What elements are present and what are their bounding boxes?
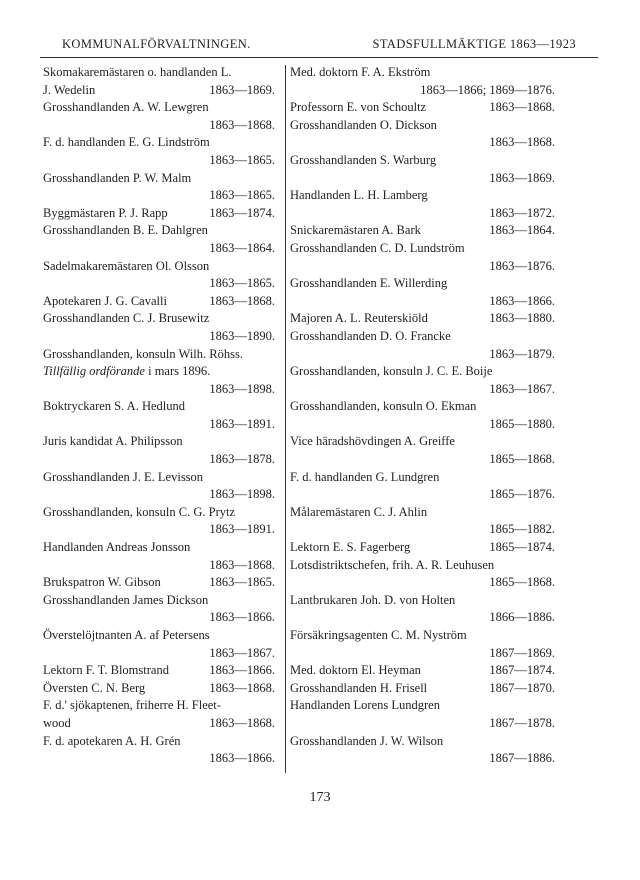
entry-line xyxy=(290,293,555,311)
entry-text: Grosshandlanden J. E. Levisson xyxy=(43,469,204,484)
entry-line xyxy=(43,433,275,451)
entry-line xyxy=(290,416,555,434)
entry-line xyxy=(43,627,275,645)
member-entry xyxy=(290,187,555,222)
member-entry xyxy=(43,346,275,399)
entry-line xyxy=(290,469,555,487)
entry-years: 1863—1864. xyxy=(209,240,275,255)
member-entry xyxy=(290,697,555,732)
entry-years: 1863—1867. xyxy=(209,645,275,660)
right-column xyxy=(290,64,555,768)
entry-line xyxy=(290,117,555,135)
entry-line xyxy=(43,346,275,364)
entry-line xyxy=(43,258,275,276)
left-column xyxy=(43,64,275,768)
entry-line xyxy=(43,557,275,575)
entry-line xyxy=(290,609,555,627)
entry-line xyxy=(290,152,555,170)
entry-years: 1863—1865. xyxy=(209,575,275,590)
entry-text: Grosshandlanden O. Dickson xyxy=(290,117,437,132)
member-entry xyxy=(43,99,275,134)
entry-text: Grosshandlanden D. O. Francke xyxy=(290,328,451,343)
entry-text: Apotekaren J. G. Cavalli xyxy=(43,293,167,308)
member-entry xyxy=(43,539,275,574)
member-entry xyxy=(43,170,275,205)
entry-years: 1865—1880. xyxy=(489,416,555,431)
entry-line xyxy=(290,187,555,205)
entry-text: Byggmästaren P. J. Rapp xyxy=(43,205,168,220)
entry-text: Professorn E. von Schoultz xyxy=(290,100,427,115)
entry-years: 1863—1868. xyxy=(209,715,275,730)
member-entry xyxy=(43,627,275,662)
entry-text: Grosshandlanden P. W. Malm xyxy=(43,170,192,185)
entry-years: 1863—1868. xyxy=(209,293,275,308)
member-entry xyxy=(43,258,275,293)
entry-line xyxy=(43,521,275,539)
entry-line xyxy=(290,205,555,223)
header-left: KOMMUNALFÖRVALTNINGEN. xyxy=(62,37,251,51)
entry-text: Handlanden Andreas Jonsson xyxy=(43,540,191,555)
entry-line xyxy=(43,170,275,188)
member-entry xyxy=(290,152,555,187)
member-entry xyxy=(43,504,275,539)
entry-line xyxy=(290,680,555,698)
entry-text: Brukspatron W. Gibson xyxy=(43,575,161,590)
entry-line xyxy=(43,680,275,698)
entry-years: 1863—1866. xyxy=(209,751,275,766)
entry-years: 1867—1878. xyxy=(489,715,555,730)
entry-text: Grosshandlanden E. Willerding xyxy=(290,276,448,291)
entry-line xyxy=(290,99,555,117)
entry-text: Med. doktorn El. Heyman xyxy=(290,663,421,678)
entry-years: 1863—1878. xyxy=(209,452,275,467)
entry-years: 1863—1891. xyxy=(209,416,275,431)
entry-line xyxy=(43,134,275,152)
member-entry xyxy=(290,733,555,768)
entry-line xyxy=(43,117,275,135)
entry-years: 1865—1874. xyxy=(489,540,555,555)
entry-line xyxy=(290,134,555,152)
entry-line xyxy=(43,275,275,293)
entry-line xyxy=(43,645,275,663)
entry-line xyxy=(290,222,555,240)
entry-text: F. d. handlanden E. G. Lindström xyxy=(43,135,210,150)
entry-text: Grosshandlanden James Dickson xyxy=(43,592,209,607)
entry-line xyxy=(290,451,555,469)
entry-line xyxy=(290,592,555,610)
entry-text: Majoren A. L. Reuterskiöld xyxy=(290,311,428,326)
entry-line xyxy=(43,293,275,311)
member-entry xyxy=(43,134,275,169)
entry-text: Grosshandlanden A. W. Lewgren xyxy=(43,100,209,115)
entry-years: 1863—1891. xyxy=(209,522,275,537)
entry-years: 1863—1898. xyxy=(209,381,275,396)
entry-line xyxy=(43,504,275,522)
entry-line xyxy=(290,627,555,645)
entry-line xyxy=(290,557,555,575)
entry-years: 1867—1869. xyxy=(489,645,555,660)
entry-line xyxy=(290,64,555,82)
entry-text: J. Wedelin xyxy=(43,82,96,97)
entry-years: 1867—1886. xyxy=(489,751,555,766)
member-entry xyxy=(290,592,555,627)
entry-years: 1865—1882. xyxy=(489,522,555,537)
entry-line xyxy=(43,222,275,240)
entry-line xyxy=(290,521,555,539)
entry-text: Grosshandlanden, konsuln Wilh. Röhss. xyxy=(43,346,243,361)
member-entry xyxy=(43,293,275,311)
entry-line xyxy=(290,258,555,276)
entry-text: Snickaremästaren A. Bark xyxy=(290,223,421,238)
member-entry xyxy=(290,504,555,539)
entry-line xyxy=(290,398,555,416)
entry-line xyxy=(43,662,275,680)
member-entry xyxy=(290,539,555,557)
member-entry xyxy=(43,697,275,732)
entry-line xyxy=(43,381,275,399)
entry-line xyxy=(290,170,555,188)
entry-line xyxy=(43,451,275,469)
member-entry xyxy=(43,592,275,627)
entry-years: 1867—1870. xyxy=(489,680,555,695)
entry-text-italic: Tillfällig ordförande xyxy=(43,364,145,379)
entry-text: Med. doktorn F. A. Ekström xyxy=(290,65,431,79)
member-entry xyxy=(290,310,555,328)
entry-text: Handlanden Lorens Lundgren xyxy=(290,698,440,713)
member-entry xyxy=(43,662,275,680)
entry-line xyxy=(43,363,275,381)
entry-line xyxy=(290,750,555,768)
entry-years: 1865—1868. xyxy=(489,575,555,590)
entry-line xyxy=(43,205,275,223)
entry-line xyxy=(43,609,275,627)
member-entry xyxy=(290,99,555,117)
entry-text: Grosshandlanden H. Frisell xyxy=(290,680,428,695)
member-entry xyxy=(290,433,555,468)
entry-text-rest: i mars 1896. xyxy=(144,364,211,379)
entry-text: Sadelmakaremästaren Ol. Olsson xyxy=(43,258,210,273)
entry-years: 1863—1876. xyxy=(489,258,555,273)
entry-text: Grosshandlanden C. D. Lundström xyxy=(290,240,465,255)
entry-years: 1863—1868. xyxy=(489,135,555,150)
entry-text: Juris kandidat A. Philipsson xyxy=(43,434,183,449)
entry-line xyxy=(43,486,275,504)
entry-years: 1863—1869. xyxy=(209,82,275,97)
member-entry xyxy=(290,328,555,363)
entry-line xyxy=(290,275,555,293)
entry-text: Handlanden L. H. Lamberg xyxy=(290,188,428,203)
member-entry xyxy=(290,557,555,592)
entry-line xyxy=(290,715,555,733)
member-entry xyxy=(290,680,555,698)
entry-line xyxy=(43,697,275,715)
entry-line xyxy=(43,328,275,346)
entry-years: 1863—1867. xyxy=(489,381,555,396)
entry-line xyxy=(290,328,555,346)
page-number: 173 xyxy=(309,790,331,805)
member-entry xyxy=(43,398,275,433)
entry-line xyxy=(43,715,275,733)
member-entry xyxy=(43,680,275,698)
member-entry xyxy=(43,733,275,768)
entry-years: 1863—1872. xyxy=(489,205,555,220)
entry-text: Grosshandlanden C. J. Brusewitz xyxy=(43,311,210,326)
entry-years: 1866—1886. xyxy=(489,610,555,625)
entry-years: 1863—1874. xyxy=(209,205,275,220)
entry-line xyxy=(290,504,555,522)
entry-line xyxy=(43,750,275,768)
entry-line xyxy=(43,240,275,258)
entry-text: Boktryckaren S. A. Hedlund xyxy=(43,399,185,414)
entry-line xyxy=(43,64,275,82)
entry-text: Grosshandlanden B. E. Dahlgren xyxy=(43,223,208,238)
entry-text: Skomakaremästaren o. handlanden L. xyxy=(43,65,232,79)
entry-years: 1863—1865. xyxy=(209,276,275,291)
header-right: STADSFULLMÄKTIGE 1863—1923 xyxy=(372,37,576,51)
entry-text: Lektorn F. T. Blomstrand xyxy=(43,663,169,678)
entry-text: Grosshandlanden, konsuln J. C. E. Boije xyxy=(290,364,493,379)
member-entry xyxy=(290,627,555,662)
entry-text: Lektorn E. S. Fagerberg xyxy=(290,540,411,555)
entry-text: Grosshandlanden S. Warburg xyxy=(290,152,437,167)
entry-years: 1863—1880. xyxy=(489,311,555,326)
entry-years: 1865—1876. xyxy=(489,487,555,502)
member-entry xyxy=(43,574,275,592)
entry-line xyxy=(290,240,555,258)
entry-years: 1865—1868. xyxy=(489,452,555,467)
entry-line xyxy=(290,486,555,504)
member-entry xyxy=(290,363,555,398)
entry-line xyxy=(43,733,275,751)
entry-years: 1863—1898. xyxy=(209,487,275,502)
member-entry xyxy=(43,205,275,223)
member-entry xyxy=(43,64,275,99)
member-entry xyxy=(290,240,555,275)
entry-years: 1863—1868. xyxy=(489,100,555,115)
member-entry xyxy=(290,275,555,310)
entry-line xyxy=(43,539,275,557)
entry-line xyxy=(290,645,555,663)
entry-line xyxy=(290,697,555,715)
entry-text: Försäkringsagenten C. M. Nyström xyxy=(290,628,467,642)
member-entry xyxy=(43,310,275,345)
entry-line xyxy=(43,99,275,117)
entry-years: 1863—1865. xyxy=(209,188,275,203)
entry-years: 1863—1866. xyxy=(209,663,275,678)
entry-line xyxy=(290,363,555,381)
entry-line xyxy=(43,187,275,205)
entry-line xyxy=(43,310,275,328)
entry-text: F. d.' sjökaptenen, friherre H. Fleet- xyxy=(43,698,221,713)
entry-text: Grosshandlanden, konsuln O. Ekman xyxy=(290,399,477,414)
member-entry xyxy=(43,433,275,468)
member-entry xyxy=(290,64,555,99)
entry-years: 1863—1879. xyxy=(489,346,555,361)
entry-text: Målaremästaren C. J. Ahlin xyxy=(290,504,428,519)
member-entry xyxy=(43,222,275,257)
entry-years: 1863—1865. xyxy=(209,152,275,167)
entry-years: 1863—1890. xyxy=(209,328,275,343)
header-rule xyxy=(40,57,598,58)
entry-years: 1863—1868. xyxy=(209,680,275,695)
member-entry xyxy=(290,117,555,152)
member-entry xyxy=(43,469,275,504)
entry-years: 1863—1864. xyxy=(489,223,555,238)
entry-years: 1863—1868. xyxy=(209,117,275,132)
column-divider xyxy=(285,65,286,773)
entry-text: Grosshandlanden, konsuln C. G. Prytz xyxy=(43,504,235,519)
entry-line xyxy=(290,662,555,680)
entry-years: 1863—1869. xyxy=(489,170,555,185)
entry-years: 1863—1868. xyxy=(209,557,275,572)
member-entry xyxy=(290,398,555,433)
entry-line xyxy=(290,346,555,364)
member-entry xyxy=(290,662,555,680)
entry-text: Lantbrukaren Joh. D. von Holten xyxy=(290,592,456,607)
entry-years: 1863—1866. xyxy=(209,610,275,625)
member-entry xyxy=(290,469,555,504)
entry-text: Lotsdistriktschefen, frih. A. R. Leuhusen xyxy=(290,557,495,572)
entry-text: Grosshandlanden J. W. Wilson xyxy=(290,733,444,748)
entry-line xyxy=(43,152,275,170)
entry-text: Översten C. N. Berg xyxy=(43,680,146,695)
entry-text: F. d. handlanden G. Lundgren xyxy=(290,469,440,484)
entry-years: 1863—1866; 1869—1876. xyxy=(420,82,555,97)
entry-line xyxy=(290,310,555,328)
entry-line xyxy=(290,381,555,399)
entry-text xyxy=(43,363,210,381)
entry-years: 1867—1874. xyxy=(489,663,555,678)
entry-line xyxy=(43,574,275,592)
member-entry xyxy=(290,222,555,240)
entry-text: wood xyxy=(43,715,71,730)
entry-line xyxy=(43,416,275,434)
entry-line xyxy=(43,592,275,610)
entry-line xyxy=(290,433,555,451)
entry-line xyxy=(290,82,555,100)
entry-text: F. d. apotekaren A. H. Grén xyxy=(43,733,181,748)
entry-line xyxy=(290,574,555,592)
entry-line xyxy=(290,539,555,557)
entry-years: 1863—1866. xyxy=(489,293,555,308)
entry-line xyxy=(43,398,275,416)
entry-line xyxy=(43,469,275,487)
entry-text: Överstelöjtnanten A. af Petersens xyxy=(43,628,210,642)
entry-text: Vice häradshövdingen A. Greiffe xyxy=(290,434,455,449)
entry-line xyxy=(43,82,275,100)
entry-line xyxy=(290,733,555,751)
